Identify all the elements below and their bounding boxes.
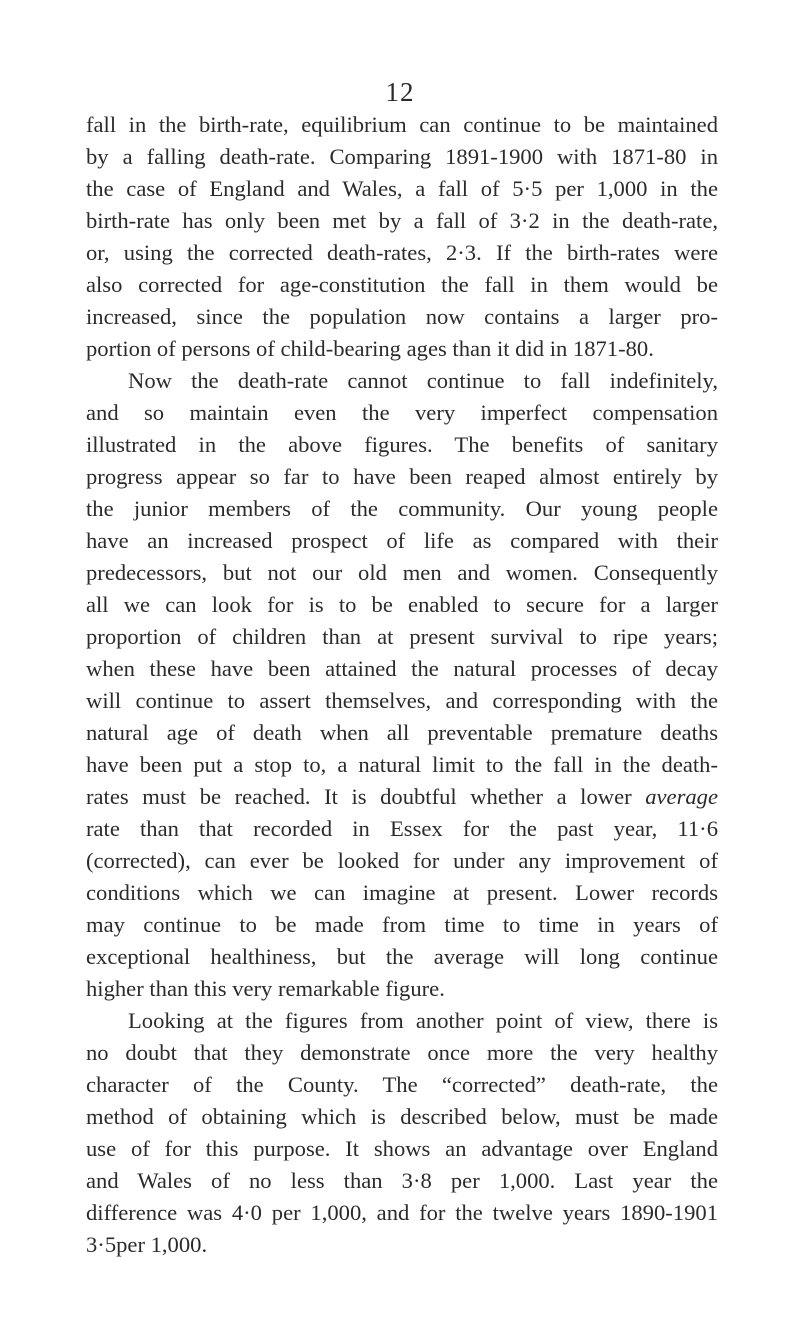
text-line: use of for this purpose. It shows an advantage over England xyxy=(86,1136,718,1161)
text-line: by a falling death-rate. Comparing 1891-1900 with 1871-80 in xyxy=(86,144,718,169)
text-line: progress appear so far to have been reaped almost entirely by xyxy=(86,464,718,489)
text-line: proportion of children than at present survival to ripe years; xyxy=(86,624,718,649)
text-line: no doubt that they demonstrate once more the very healthy xyxy=(86,1040,718,1065)
text-line: when these have been attained the natural processes of decay xyxy=(86,656,718,681)
text-line: exceptional healthiness, but the average will long continue xyxy=(86,944,718,969)
text-line: and Wales of no less than 3·8 per 1,000. Last year the xyxy=(86,1168,718,1193)
text-line: also corrected for age-constitution the fall in them would be xyxy=(86,272,718,297)
text-line: illustrated in the above figures. The benefits of sanitary xyxy=(86,432,718,457)
text-line: all we can look for is to be enabled to secure for a larger xyxy=(86,592,718,617)
text-line: conditions which we can imagine at present. Lower records xyxy=(86,880,718,905)
text-line: difference was 4·0 per 1,000, and for the twelve years 1890-1901 xyxy=(86,1200,718,1225)
text-line: character of the County. The “corrected” death-rate, the xyxy=(86,1072,718,1097)
text-line: have been put a stop to, a natural limit to the fall in the death- xyxy=(86,752,718,777)
text-line: birth-rate has only been met by a fall of 3·2 in the death-rate, xyxy=(86,208,718,233)
text-line: Looking at the figures from another point of view, there is xyxy=(128,1008,718,1033)
text-line: Now the death-rate cannot continue to fall indefinitely, xyxy=(128,368,718,393)
text-segment: rates must be reached. It is doubtful whether a lower xyxy=(86,784,632,809)
text-line: portion of persons of child-bearing ages than it did in 1871-80. xyxy=(86,336,654,361)
text-line: 3·5per 1,000. xyxy=(86,1232,208,1257)
text-line: will continue to assert themselves, and corresponding with the xyxy=(86,688,718,713)
text-line: the junior members of the community. Our young people xyxy=(86,496,718,521)
text-line: and so maintain even the very imperfect compensation xyxy=(86,400,718,425)
text-line: fall in the birth-rate, equilibrium can continue to be maintained xyxy=(86,112,718,137)
text-line: may continue to be made from time to time in years of xyxy=(86,912,718,937)
text-line: have an increased prospect of life as compared with their xyxy=(86,528,718,553)
italic-word: average xyxy=(645,784,718,809)
text-line xyxy=(86,781,718,813)
text-line: predecessors, but not our old men and women. Consequently xyxy=(86,560,718,585)
text-line: higher than this very remarkable figure. xyxy=(86,976,445,1001)
text-line: method of obtaining which is described below, must be made xyxy=(86,1104,718,1129)
text-line: increased, since the population now contains a larger pro- xyxy=(86,304,718,329)
text-line: natural age of death when all preventable premature deaths xyxy=(86,720,718,745)
text-line: or, using the corrected death-rates, 2·3. If the birth-rates were xyxy=(86,240,718,265)
text-line: the case of England and Wales, a fall of 5·5 per 1,000 in the xyxy=(86,176,718,201)
text-line: (corrected), can ever be looked for under any improvement of xyxy=(86,848,718,873)
page-number: 12 xyxy=(385,77,415,107)
text-line: rate than that recorded in Essex for the past year, 11·6 xyxy=(86,816,718,841)
